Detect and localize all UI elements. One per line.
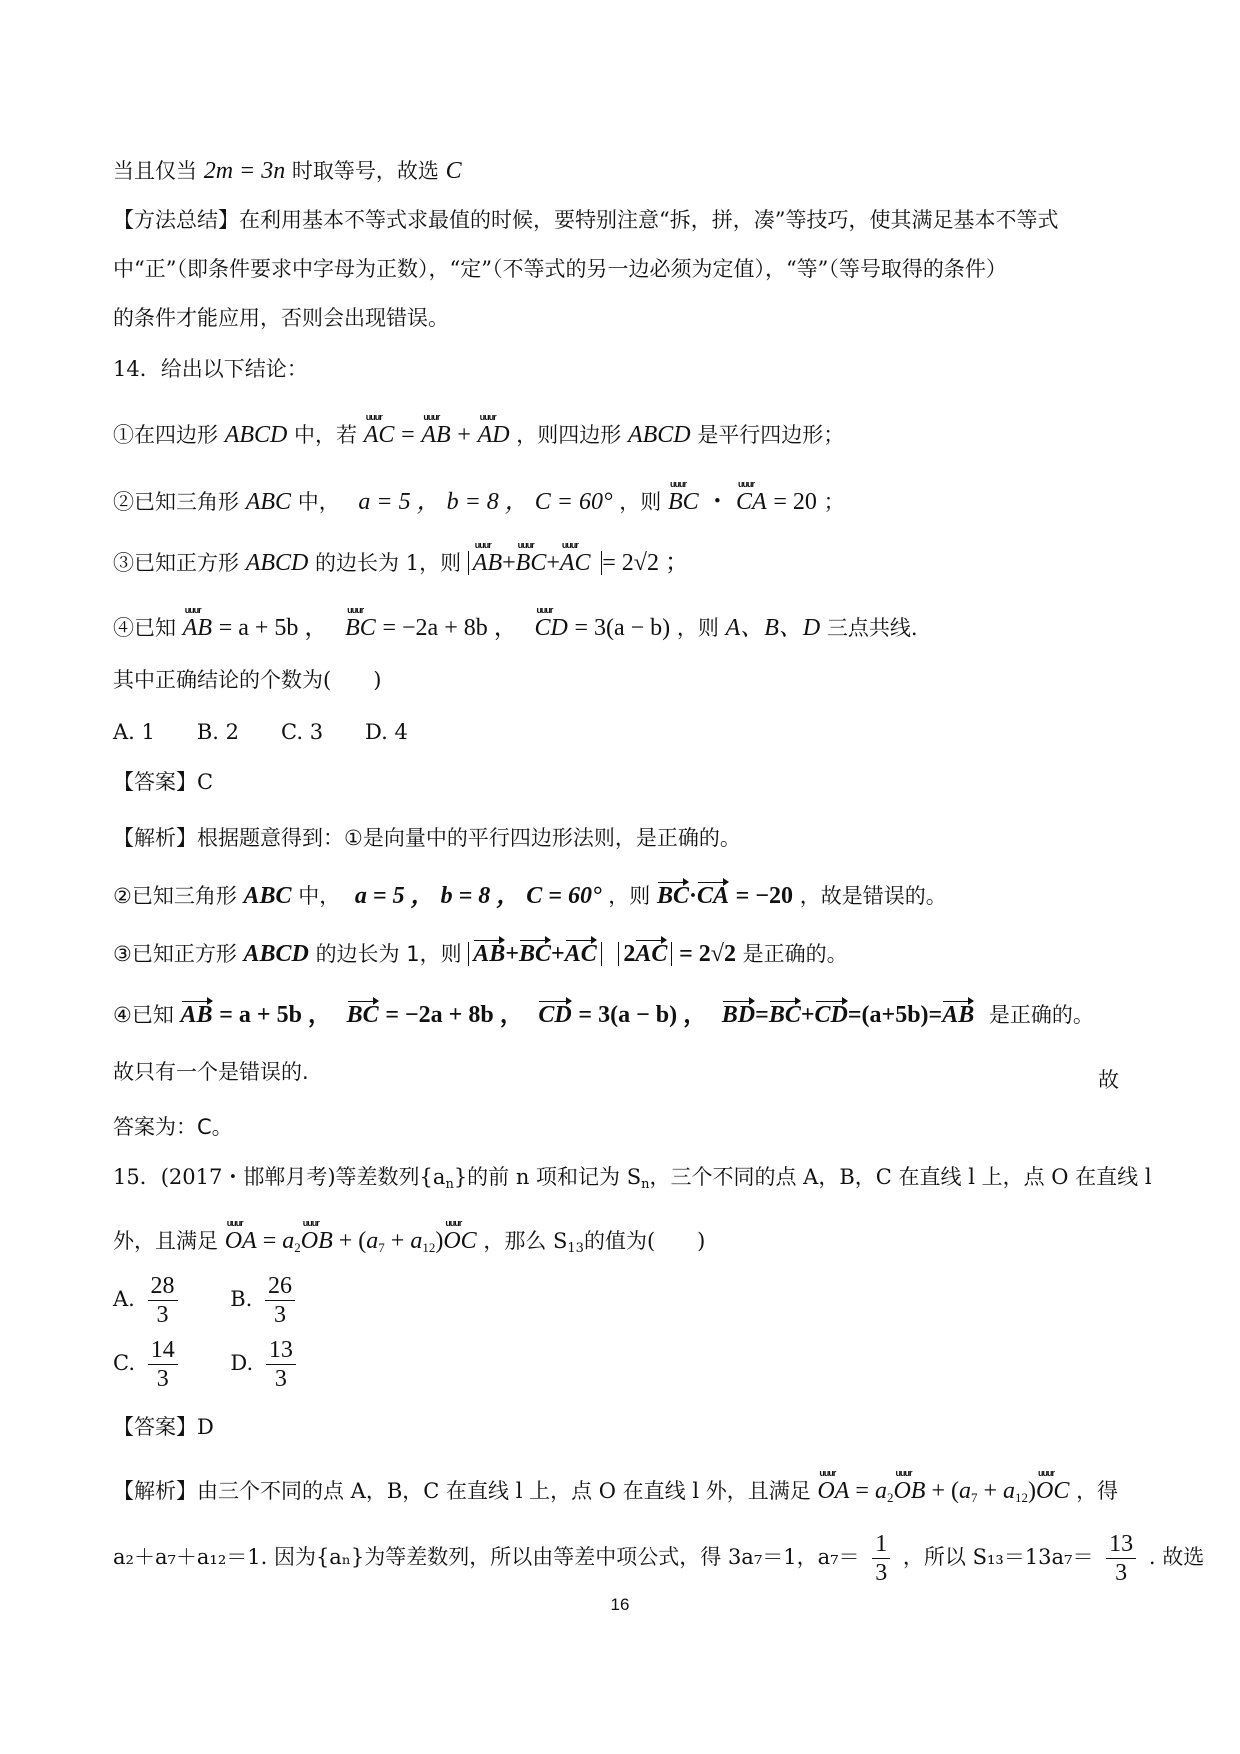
page-number: 16 (610, 1595, 630, 1614)
text: ③已知正方形 (113, 942, 237, 966)
q14-explanation-3 (113, 939, 848, 969)
fraction (265, 1272, 295, 1329)
text: ，则四边形 (516, 423, 622, 447)
vector-ab: AB (942, 1002, 975, 1028)
math-expr: = 3(a − b) ， (578, 1002, 708, 1028)
method-label: 【方法总结】 (113, 208, 239, 232)
vector-bc: BC (346, 1002, 379, 1028)
text: 时取等号，故选 (291, 159, 439, 183)
option-label: A. (113, 1287, 135, 1311)
text: ，则 (608, 884, 651, 908)
q14-explanation-2: ②已知三角形 ABC 中， a = 5 ， b = 8 ， C = 60° ，则 BC·CA = −20 ，故是错误的。 (113, 883, 947, 909)
vector-bd: BD (721, 1002, 756, 1028)
text: ，三个不同的点 A，B，C 在直线 l 上，点 O 在直线 l (649, 1165, 1152, 1189)
q14-statement-4 (113, 607, 918, 643)
text: ，得 (1076, 1479, 1119, 1503)
text: ，那么 S (483, 1229, 568, 1253)
math-expr: = −20 (735, 883, 794, 909)
method-summary-line-1 (113, 205, 1058, 235)
q14-statement-1: ①在四边形 ABCD 中，若 uuur AC = uuur AB + uuur AD ，则四边形 ABCD 是平行四边形； (113, 414, 844, 450)
math-expr: ABC (245, 489, 292, 515)
vector-bc: BC (519, 941, 552, 967)
text: 外，且满足 (113, 1229, 218, 1253)
fraction (872, 1530, 890, 1587)
q14-options (113, 717, 408, 747)
text: ③已知正方形 (113, 551, 239, 575)
math-expr: = a + 5b ， (219, 1002, 332, 1028)
vector-ab: uuur AB (473, 542, 502, 578)
math-expr: a = 5 ， b = 8 ， C = 60° (358, 489, 613, 515)
vector-bc: uuur BC (345, 607, 376, 643)
numerator: 13 (1106, 1530, 1136, 1559)
q15-answer (113, 1412, 214, 1442)
vector-ad: uuur AD (478, 414, 510, 450)
math-expr: ABCD (627, 422, 691, 448)
q14-statement-3 (113, 542, 689, 578)
fraction (148, 1272, 178, 1329)
vector-oa: uuur OA (225, 1220, 257, 1256)
q15-options-cd (113, 1336, 302, 1393)
text: 中“正”（即条件要求中字母为正数），“定”（不等式的另一边必须为定值），“等”（等号取得的条件） (113, 257, 1007, 281)
vector-cd: CD (814, 1002, 848, 1028)
option-label: D. (230, 1351, 254, 1375)
q14-explanation-5 (113, 1057, 309, 1087)
text: . 故选 (1148, 1545, 1205, 1569)
math-expr: = a + 5b ， (218, 615, 329, 641)
text: 14．给出以下结论： (113, 357, 308, 381)
denominator: 3 (274, 1366, 287, 1392)
abs-expr: AB+BC+AC (468, 942, 601, 966)
q14-explanation-4: ④已知 AB = a + 5b ， BC = −2a + 8b ， CD = 3(a − b) ， BD=BC+CD=(a+5b)=AB 是正确的。 (113, 1002, 1094, 1028)
text: 故只有一个是错误的. (113, 1060, 309, 1084)
text: 【解析】根据题意得到：①是向量中的平行四边形法则，是正确的。 (113, 826, 741, 850)
text: 的边长为 1，则 (315, 942, 462, 966)
math-expr: a = 5 ， b = 8 ， C = 60° (354, 883, 602, 909)
math-expr: = −2a + 8b ， (382, 615, 518, 641)
q14-statement-2: ②已知三角形 ABC 中， a = 5 ， b = 8 ， C = 60° ，则 uuur BC ・ uuur CA = 20 ； (113, 481, 845, 517)
answer-text: 【答案】D (113, 1415, 214, 1439)
q14-explanation-right (1098, 1065, 1119, 1095)
vector-oc: uuur OC (1036, 1470, 1069, 1506)
numerator: 14 (148, 1336, 178, 1365)
numerator: 1 (872, 1530, 890, 1559)
text: 故 (1098, 1068, 1119, 1092)
text: ，则 (619, 490, 662, 514)
conclusion-line (113, 156, 462, 186)
text: 三点共线. (826, 616, 918, 640)
text: a₂＋a₇＋a₁₂＝1. 因为{aₙ}为等差数列，所以由等差中项公式，得 3a₇＝1，a₇＝ (113, 1545, 860, 1569)
q15-options-ab (113, 1272, 301, 1329)
math-expr: = 20 (773, 489, 817, 515)
text: }的前 n 项和记为 S (453, 1165, 642, 1189)
vector-ob: uuur OB (301, 1220, 333, 1256)
question-15-line-2: 外，且满足 uuur OA = $a_2uuur$ OB + ($a_7$ + $a_{12})uuur$ OC ，那么 $S_{13}$的值为( ) (113, 1220, 705, 1264)
answer-letter: C (445, 158, 462, 184)
denominator: 3 (1115, 1560, 1128, 1586)
numerator: 28 (148, 1272, 178, 1301)
fraction (1106, 1530, 1136, 1587)
vector-ab: uuur AB (421, 414, 450, 450)
abs-expr: uuur AB+uuur BC+uuur AC (468, 551, 602, 575)
text: ④已知 (113, 1003, 174, 1027)
vector-ab: AB (473, 941, 506, 967)
text: ，则 (676, 616, 719, 640)
math-expr: ABCD (245, 550, 309, 576)
vector-ca: uuur CA (736, 481, 767, 517)
math-expr: = 3(a − b) (574, 615, 671, 641)
vector-bc: BC (656, 883, 689, 909)
numerator: 26 (265, 1272, 295, 1301)
vector-bc: uuur BC (516, 542, 547, 578)
fraction (148, 1336, 178, 1393)
vector-ob: uuur OB (893, 1470, 925, 1506)
math-expr: 2m = 3n (203, 158, 286, 184)
text: 中， (298, 884, 341, 908)
q15-explanation-1: 【解析】由三个不同的点 A，B，C 在直线 l 上，点 O 在直线 l 外，且满足 uuur OA = $a_2uuur$ OB + ($a_7$ + $a_{12})uuur$ OC ，得 (113, 1470, 1118, 1513)
text: 是平行四边形； (697, 423, 845, 447)
math-expr: = −2a + 8b ， (385, 1002, 524, 1028)
text: 中，若 (294, 423, 358, 447)
denominator: 3 (156, 1366, 169, 1392)
vector-oa: uuur OA (817, 1470, 849, 1506)
text: 15．(2017・邯郸月考)等差数列{a (113, 1165, 446, 1189)
q14-explanation-6 (113, 1112, 233, 1142)
text: ④已知 (113, 616, 176, 640)
math-expr: ABC (243, 883, 292, 909)
question-15-title: 15．(2017・邯郸月考)等差数列$\{a_n\}$的前 n 项和记为 $S_n$，三个不同的点 A，B，C 在直线 l 上，点 O 在直线 l (113, 1165, 1152, 1192)
text: ，所以 S₁₃＝13a₇＝ (902, 1545, 1094, 1569)
text: 【解析】由三个不同的点 A，B，C 在直线 l 上，点 O 在直线 l 外，且满足 (113, 1479, 811, 1503)
denominator: 3 (274, 1302, 287, 1328)
vector-ac: AC (564, 941, 597, 967)
text: 中， (297, 490, 340, 514)
q15-explanation-2 (113, 1530, 1204, 1587)
math-expr: ABCD (243, 941, 309, 967)
text: ①在四边形 (113, 423, 218, 447)
answer-text: 【答案】C (113, 770, 214, 794)
vector-ab: uuur AB (183, 607, 212, 643)
vector-ac: uuur AC (364, 414, 395, 450)
vector-ca: CA (696, 883, 729, 909)
option-label: C. (113, 1351, 135, 1375)
text: 当且仅当 (113, 159, 197, 183)
vector-cd: uuur CD (534, 607, 567, 643)
text: 在利用基本不等式求最值的时候，要特别注意“拆，拼，凑”等技巧，使其满足基本不等式 (239, 208, 1059, 232)
text: 答案为：C。 (113, 1115, 233, 1139)
q14-ask (113, 665, 381, 695)
text: 是正确的。 (988, 1003, 1094, 1027)
options-text: A. 1 B. 2 C. 3 D. 4 (113, 720, 408, 744)
vector-ab: AB (180, 1002, 213, 1028)
text: ，故是错误的。 (799, 884, 947, 908)
denominator: 3 (156, 1302, 169, 1328)
text: ②已知三角形 (113, 490, 239, 514)
vector-ac: AC (635, 941, 668, 967)
q14-answer (113, 767, 213, 797)
text: 是正确的。 (742, 942, 848, 966)
vector-oc: uuur OC (443, 1220, 476, 1256)
vector-ac: uuur AC (560, 542, 591, 578)
math-expr: ABCD (224, 422, 288, 448)
math-expr: = 2√2 ； (602, 550, 689, 576)
text: ； (823, 490, 845, 514)
option-label: B. (230, 1287, 253, 1311)
abs-expr: 2AC (618, 942, 672, 966)
vector-bc: BC (768, 1002, 801, 1028)
method-summary-line-2 (113, 254, 1007, 284)
math-expr: A、B、D (725, 615, 821, 641)
text: 的值为( ) (583, 1229, 706, 1253)
text: 其中正确结论的个数为( ) (113, 668, 382, 692)
text: 的边长为 1，则 (315, 551, 462, 575)
vector-bc: uuur BC (668, 481, 699, 517)
numerator: 13 (266, 1336, 296, 1365)
fraction (266, 1336, 296, 1393)
math-expr: = 2√2 (679, 941, 736, 967)
text: ②已知三角形 (113, 884, 237, 908)
question-14-title (113, 354, 308, 384)
method-summary-line-3 (113, 303, 449, 333)
vector-cd: CD (538, 1002, 572, 1028)
denominator: 3 (875, 1560, 888, 1586)
text: 的条件才能应用，否则会出现错误。 (113, 306, 449, 330)
q14-explanation-1 (113, 823, 741, 853)
